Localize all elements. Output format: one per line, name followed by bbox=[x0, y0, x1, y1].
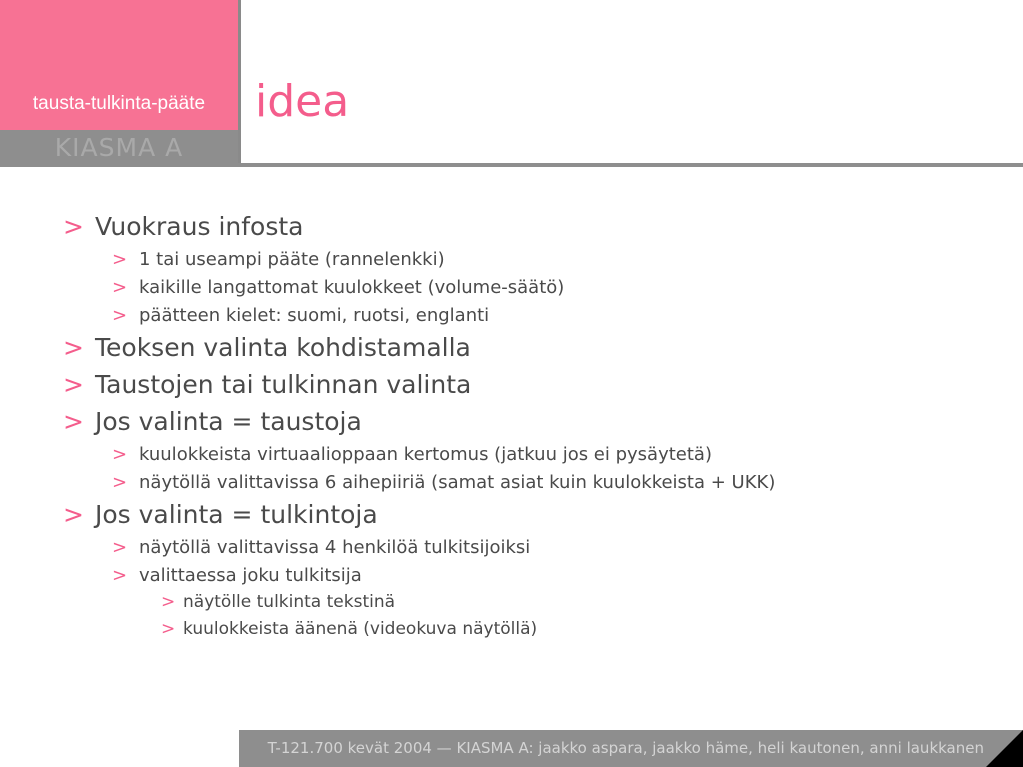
header-rule bbox=[0, 163, 1023, 167]
footer-credits: T-121.700 kevät 2004 — KIASMA A: jaakko aspara, jaakko häme, heli kautonen, anni laukkanen bbox=[267, 739, 984, 757]
bullet-marker: > bbox=[112, 472, 128, 493]
bullet-marker: > bbox=[63, 500, 84, 529]
bullet-text: päätteen kielet: suomi, ruotsi, englanti bbox=[139, 305, 490, 326]
bullet-level-2 bbox=[112, 277, 565, 298]
bullet-text: 1 tai useampi pääte (rannelenkki) bbox=[139, 249, 445, 270]
bullet-text: näytölle tulkinta tekstinä bbox=[183, 592, 396, 612]
bullet-level-1 bbox=[63, 500, 378, 529]
bullet-level-1 bbox=[63, 333, 471, 362]
bullet-text: Jos valinta = tulkintoja bbox=[95, 500, 378, 529]
bullet-level-2 bbox=[112, 565, 362, 586]
bullet-level-1 bbox=[63, 370, 472, 399]
bullet-text: Jos valinta = taustoja bbox=[95, 407, 362, 436]
bullet-level-3 bbox=[161, 592, 396, 612]
bullet-level-2 bbox=[112, 537, 531, 558]
bullet-marker: > bbox=[63, 212, 84, 241]
bullet-marker: > bbox=[112, 565, 128, 586]
bullet-level-1 bbox=[63, 407, 362, 436]
bullet-marker: > bbox=[63, 407, 84, 436]
bullet-level-1 bbox=[63, 212, 304, 241]
bullet-text: Taustojen tai tulkinnan valinta bbox=[95, 370, 472, 399]
bullet-level-2 bbox=[112, 249, 445, 270]
header-divider bbox=[238, 0, 241, 166]
bullet-level-2 bbox=[112, 472, 776, 493]
bullet-marker: > bbox=[63, 333, 84, 362]
bullet-level-2 bbox=[112, 305, 490, 326]
slide-title: idea bbox=[255, 76, 350, 127]
bullet-text: kuulokkeista virtuaalioppaan kertomus (jatkuu jos ei pysäytetä) bbox=[139, 444, 712, 465]
brand-logo: KIASMA A bbox=[54, 133, 184, 162]
bullet-text: valittaessa joku tulkitsija bbox=[139, 565, 362, 586]
bullet-text: Teoksen valinta kohdistamalla bbox=[95, 333, 471, 362]
bullet-marker: > bbox=[112, 249, 128, 270]
bullet-text: näytöllä valittavissa 6 aihepiiriä (samat asiat kuin kuulokkeista + UKK) bbox=[139, 472, 776, 493]
bullet-text: kaikille langattomat kuulokkeet (volume-säätö) bbox=[139, 277, 565, 298]
bullet-marker: > bbox=[63, 370, 84, 399]
bullet-marker: > bbox=[112, 537, 128, 558]
section-label: tausta-tulkinta-pääte bbox=[32, 93, 206, 114]
bullet-text: näytöllä valittavissa 4 henkilöä tulkitsijoiksi bbox=[139, 537, 531, 558]
bullet-marker: > bbox=[112, 277, 128, 298]
bullet-marker: > bbox=[161, 619, 176, 639]
bullet-text: Vuokraus infosta bbox=[95, 212, 304, 241]
bullet-level-2 bbox=[112, 444, 712, 465]
bullet-marker: > bbox=[112, 444, 128, 465]
bullet-text: kuulokkeista äänenä (videokuva näytöllä) bbox=[183, 619, 538, 639]
corner-triangle-decoration bbox=[986, 730, 1023, 767]
bullet-marker: > bbox=[112, 305, 128, 326]
bullet-level-3 bbox=[161, 619, 538, 639]
bullet-marker: > bbox=[161, 592, 176, 612]
